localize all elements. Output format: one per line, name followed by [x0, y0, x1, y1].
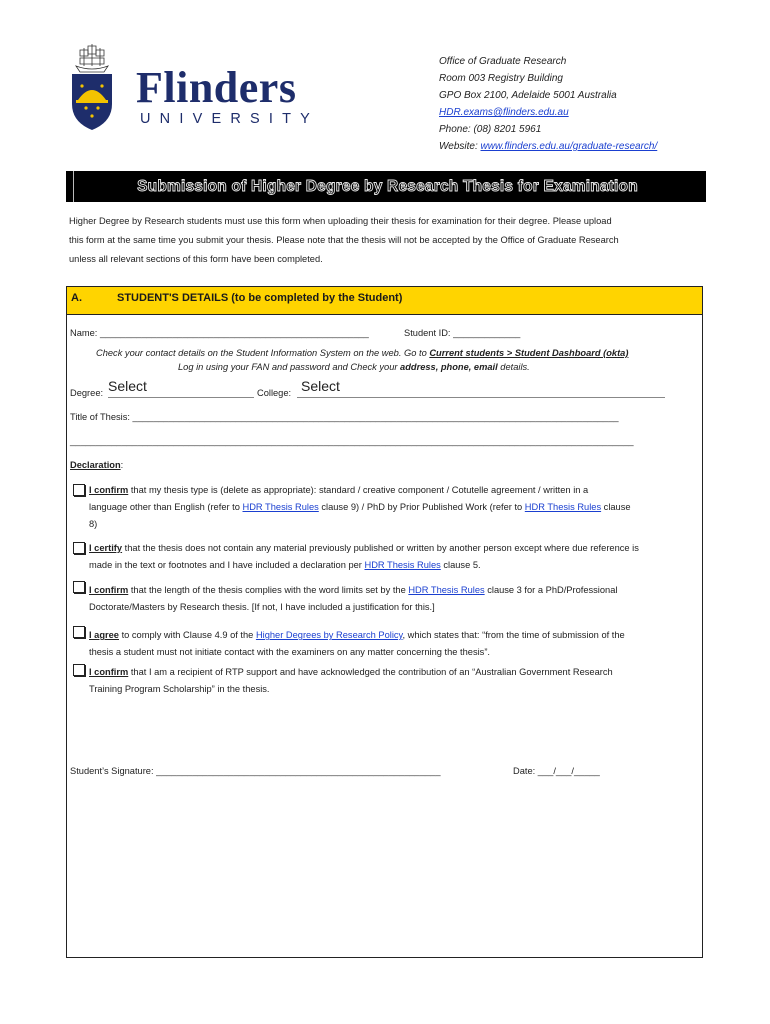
declaration-item-word-limit: [89, 582, 699, 616]
logo-wordmark: Flinders: [136, 63, 297, 112]
contact-fields: address, phone, email: [400, 362, 498, 372]
declaration-text: that I am a recipient of RTP support and have acknowledged the contribution of an “Australian Government Research: [128, 667, 613, 677]
college-select[interactable]: Select: [301, 378, 340, 394]
hdr-thesis-rules-link[interactable]: HDR Thesis Rules: [364, 560, 441, 570]
flinders-university-logo: [70, 42, 320, 132]
declaration-text: clause 9) / PhD by Prior Published Work (refer to: [318, 502, 525, 512]
hdr-thesis-rules-link[interactable]: HDR Thesis Rules: [524, 502, 602, 512]
name-field[interactable]: Name: ____________________________________________________: [70, 328, 369, 338]
office-line-address: GPO Box 2100, Adelaide 5001 Australia: [439, 90, 617, 101]
intro-line-2: this form at the same time you submit your thesis. Please note that the thesis will not be accepted by the Office of Graduate Research: [69, 235, 619, 245]
declaration-colon: :: [120, 460, 124, 470]
declaration-text: clause 5.: [440, 560, 481, 570]
declaration-text: Doctorate/Masters by Research thesis. [If not, I have included a justification for this.]: [89, 602, 435, 612]
degree-select[interactable]: Select: [108, 378, 147, 394]
declaration-label: Declaration: [70, 460, 121, 470]
confirm-word-limit-checkbox[interactable]: [73, 581, 85, 593]
intro-line-1: Higher Degree by Research students must use this form when uploading their thesis for examination for their degree. Please upload: [69, 216, 612, 226]
declaration-item-thesis-type: [89, 482, 699, 533]
section-letter: A.: [71, 292, 82, 304]
confirm-rtp-checkbox[interactable]: [73, 664, 85, 676]
thesis-title-field[interactable]: Title of Thesis: ______________________________________________________________________________________________: [70, 412, 619, 422]
student-details-section: [66, 286, 703, 958]
intro-line-3: unless all relevant sections of this form have been completed.: [69, 254, 323, 264]
declaration-verb: I certify: [89, 543, 123, 553]
office-line-phone: Phone: (08) 8201 5961: [439, 124, 542, 135]
form-title: Submission of Higher Degree by Research Thesis for Examination: [137, 178, 638, 195]
office-line-room: Room 003 Registry Building: [439, 73, 563, 84]
declaration-text: Training Program Scholarship” in the thesis.: [89, 684, 270, 694]
declaration-heading: [70, 460, 123, 470]
college-underline: [297, 397, 665, 398]
office-line-website: [439, 138, 657, 155]
office-line-name: Office of Graduate Research: [439, 56, 567, 67]
declaration-text: made in the text or footnotes and I have included a declaration per: [89, 560, 365, 570]
confirm-thesis-type-checkbox[interactable]: [73, 484, 85, 496]
hdr-thesis-rules-link[interactable]: HDR Thesis Rules: [408, 585, 485, 595]
student-id-field[interactable]: Student ID: _____________: [404, 328, 521, 338]
student-signature-field[interactable]: Student’s Signature: _______________________________________________________: [70, 766, 441, 776]
declaration-verb: I agree: [89, 630, 119, 640]
college-label: College:: [257, 388, 292, 398]
declaration-verb: I confirm: [89, 485, 129, 495]
date-field[interactable]: Date: ___/___/_____: [513, 766, 600, 776]
section-heading: STUDENT'S DETAILS (to be completed by the Student): [117, 292, 403, 304]
declaration-text: language other than English (refer to: [89, 502, 243, 512]
declaration-text: that the thesis does not contain any material previously published or written by another person except where due reference is: [122, 543, 639, 553]
declaration-verb: I confirm: [89, 585, 129, 595]
declaration-text: that the length of the thesis complies with the word limits set by the: [128, 585, 409, 595]
contact-check-note-1: [96, 348, 628, 358]
declaration-item-rtp: [89, 664, 699, 698]
website-label: Website:: [439, 141, 481, 152]
contact-check-note-2: [178, 362, 530, 372]
agree-no-contact-checkbox[interactable]: [73, 626, 85, 638]
degree-underline: [108, 397, 254, 398]
declaration-text: clause: [601, 502, 631, 512]
declaration-item-original-work: [89, 540, 699, 574]
declaration-text: thesis a student must not initiate contact with the examiners on any matter concerning the thesis”.: [89, 647, 491, 657]
declaration-text: to comply with Clause 4.9 of the: [118, 630, 256, 640]
declaration-verb: I confirm: [89, 667, 129, 677]
declaration-text: that my thesis type is (delete as appropriate): standard / creative component / Cotutelle agreement / written in a: [128, 485, 589, 495]
hdr-policy-link[interactable]: Higher Degrees by Research Policy: [255, 630, 403, 640]
check-note-text: Check your contact details on the Student Information System on the web. Go to: [96, 348, 430, 358]
declaration-text: 8): [89, 519, 98, 529]
declaration-item-no-contact: [89, 627, 699, 661]
check-note-text: details.: [497, 362, 530, 372]
declaration-text: clause 3 for a PhD/Professional: [484, 585, 618, 595]
student-dashboard-path: Current students > Student Dashboard (okta): [429, 348, 629, 358]
office-contact-block: [439, 53, 657, 155]
degree-label: Degree:: [70, 388, 104, 398]
website-link[interactable]: www.flinders.edu.au/graduate-research/: [480, 141, 658, 152]
check-note-text: Log in using your FAN and password and Check your: [178, 362, 401, 372]
logo-subtext: UNIVERSITY: [140, 111, 320, 127]
hdr-thesis-rules-link[interactable]: HDR Thesis Rules: [242, 502, 319, 512]
form-title-bar: [66, 171, 706, 202]
office-email-link[interactable]: HDR.exams@flinders.edu.au: [439, 107, 569, 118]
declaration-text: , which states that: “from the time of submission of the: [402, 630, 625, 640]
section-a-heading-bar: [67, 287, 702, 315]
certify-original-work-checkbox[interactable]: [73, 542, 85, 554]
thesis-title-line-2[interactable]: _____________________________________________________________________________________________________________: [70, 436, 634, 446]
intro-paragraph: [69, 212, 709, 269]
